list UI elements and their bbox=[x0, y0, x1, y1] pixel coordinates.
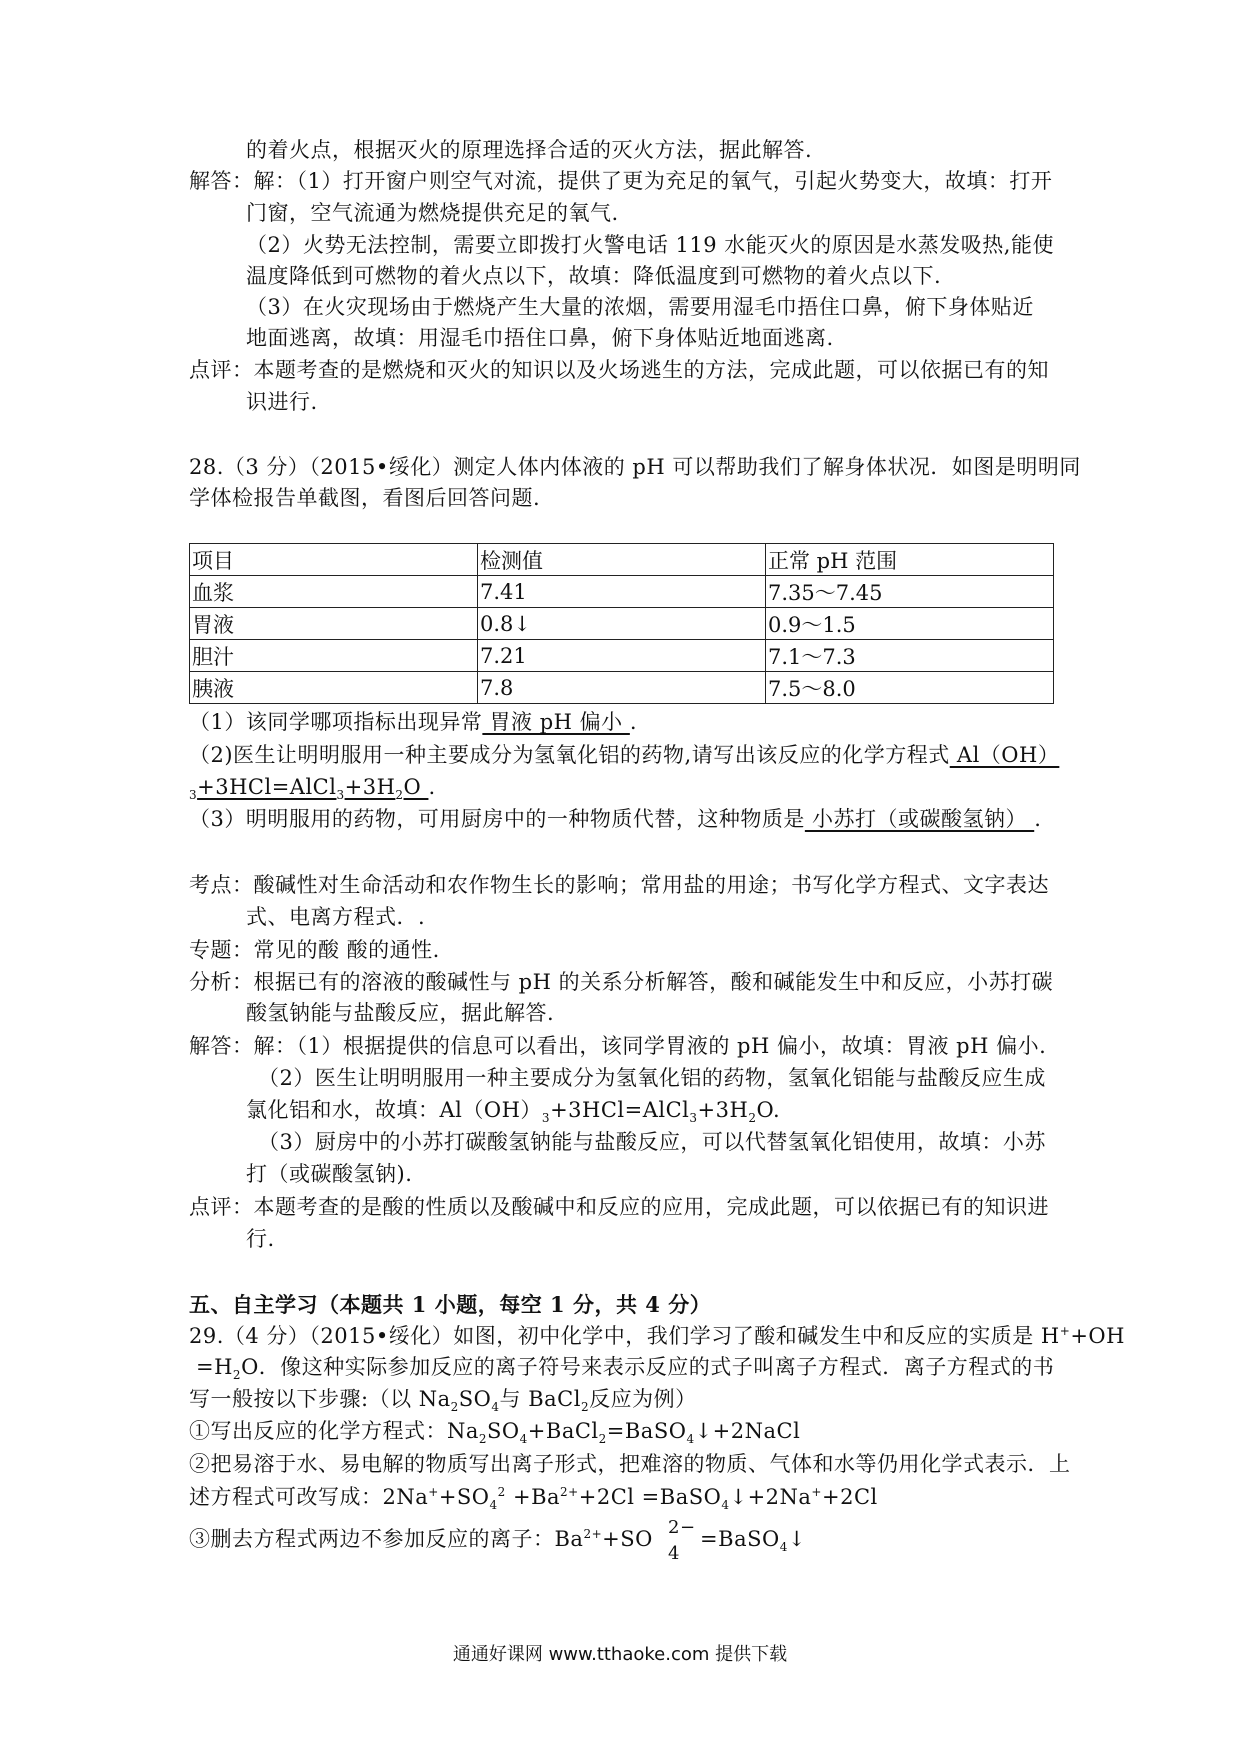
q29-line-3: 写一般按以下步骤:（以 $Na_2SO_4$与 BaCl$_2$反应为例） bbox=[189, 1387, 697, 1415]
prev-answer-line-3: （2）火势无法控制，需要立即拨打火警电话 119 水能灭火的原因是水蒸发吸热,能使 bbox=[246, 233, 1054, 257]
table-cell: 7.35～7.45 bbox=[766, 576, 1054, 608]
jieda-line-2: （2）医生让明明服用一种主要成分为氢氧化铝的药物，氢氧化铝能与盐酸反应生成 bbox=[258, 1066, 1046, 1090]
q28-sub1 bbox=[189, 709, 637, 735]
jieda-line-5: 打（或碳酸氢钠). bbox=[246, 1162, 413, 1186]
table-cell: 血浆 bbox=[190, 576, 478, 608]
fenxi-line-1: 分析：根据已有的溶液的酸碱性与 pH 的关系分析解答，酸和碱能发生中和反应，小苏打碳 bbox=[189, 970, 1054, 994]
prev-answer-line-2: 门窗，空气流通为燃烧提供充足的氧气. bbox=[246, 201, 619, 225]
prev-answer-line-1: 解答：解：（1）打开窗户则空气对流，提供了更为充足的氧气，引起火势变大，故填：打开 bbox=[189, 169, 1053, 193]
ph-report-table bbox=[189, 543, 1054, 704]
zhuanti-line: 专题：常见的酸 酸的通性. bbox=[189, 938, 440, 962]
step-3: ③删去方程式两边不参加反应的离子：$Ba^{2+}+SO$ 2− 4 =BaSO$_4$↓ bbox=[189, 1516, 806, 1564]
dianping-line-2: 行. bbox=[246, 1227, 275, 1251]
table-cell: 7.1～7.3 bbox=[766, 640, 1054, 672]
sub1-prefix: （1）该同学哪项指标出现异常 bbox=[189, 710, 483, 734]
table-cell: 7.8 bbox=[478, 672, 766, 704]
q28-sub2-line-1 bbox=[189, 742, 1059, 768]
table-row bbox=[190, 608, 1054, 640]
table-row bbox=[190, 576, 1054, 608]
table-cell: 7.21 bbox=[478, 640, 766, 672]
table-cell: 胆汁 bbox=[190, 640, 478, 672]
q28-stem-line-2: 学体检报告单截图，看图后回答问题. bbox=[189, 486, 541, 510]
dianping-line-1: 点评：本题考查的是酸的性质以及酸碱中和反应的应用，完成此题，可以依据已有的知识进 bbox=[189, 1195, 1049, 1219]
table-cell: 0.8↓ bbox=[478, 608, 766, 640]
table-header-cell: 项目 bbox=[190, 544, 478, 576]
table-row bbox=[190, 672, 1054, 704]
table-header-cell: 正常 pH 范围 bbox=[766, 544, 1054, 576]
table-cell: 7.41 bbox=[478, 576, 766, 608]
prev-comment-line-1: 点评：本题考查的是燃烧和灭火的知识以及火场逃生的方法，完成此题，可以依据已有的知 bbox=[189, 358, 1049, 382]
step-1: ①写出反应的化学方程式：$Na_2SO_4+BaCl_2=BaSO_4↓+2NaCl$ bbox=[189, 1419, 801, 1447]
step-2-line-1: ②把易溶于水、易电解的物质写出离子形式，把难溶的物质、气体和水等仍用化学式表示．上 bbox=[189, 1452, 1071, 1476]
table-header-cell: 检测值 bbox=[478, 544, 766, 576]
jieda-line-3: 氯化铝和水，故填：$Al(OH)_3+3HCl=AlCl_3+3H_2O$. bbox=[246, 1098, 781, 1126]
table-cell: 胰液 bbox=[190, 672, 478, 704]
step-2-line-2: 述方程式可改写成：$2Na^++SO_4^2 +Ba^{2+}+2Cl$ =BaSO$_4$↓+2Na++2Cl bbox=[189, 1485, 878, 1513]
prev-analysis-line: 的着火点，根据灭火的原理选择合适的灭火方法，据此解答. bbox=[246, 138, 813, 162]
q29-line-1: 29.（4 分）（2015•绥化）如图，初中化学中，我们学习了酸和碱发生中和反应的实质是 H++OH bbox=[189, 1324, 1125, 1348]
q28-sub2-line-2: $_3+3HCl=AlCl_3+3H_2O$ . bbox=[189, 775, 436, 803]
prev-comment-line-2: 识进行. bbox=[246, 390, 318, 414]
kaodian-line-2: 式、电离方程式．. bbox=[246, 905, 426, 929]
sub3-answer: 小苏打（或碳酸氢钠） bbox=[804, 807, 1035, 831]
prev-answer-line-4: 温度降低到可燃物的着火点以下，故填：降低温度到可燃物的着火点以下. bbox=[246, 264, 942, 288]
sub1-end: . bbox=[629, 710, 638, 734]
sub1-answer: 胃液 pH 偏小 bbox=[482, 710, 630, 734]
table-cell: 7.5～8.0 bbox=[766, 672, 1054, 704]
prev-answer-line-5: （3）在火灾现场由于燃烧产生大量的浓烟，需要用湿毛巾捂住口鼻，俯下身体贴近 bbox=[246, 295, 1034, 319]
kaodian-line-1: 考点：酸碱性对生命活动和农作物生长的影响；常用盐的用途；书写化学方程式、文字表达 bbox=[189, 873, 1049, 897]
sub2-prefix: （2)医生让明明服用一种主要成分为氢氧化铝的药物,请写出该反应的化学方程式 bbox=[189, 743, 950, 767]
prev-answer-line-6: 地面逃离，故填：用湿毛巾捂住口鼻，俯下身体贴近地面逃离. bbox=[246, 326, 834, 350]
sub3-end: . bbox=[1034, 807, 1042, 831]
table-header-row bbox=[190, 544, 1054, 576]
sub2-answer-a: Al（OH） bbox=[949, 743, 1060, 767]
section-heading: 五、自主学习（本题共 1 小题，每空 1 分，共 4 分） bbox=[189, 1292, 712, 1317]
jieda-line-4: （3）厨房中的小苏打碳酸氢钠能与盐酸反应，可以代替氢氧化铝使用，故填：小苏 bbox=[258, 1130, 1046, 1154]
sub2-answer-line2: $_3+3HCl=AlCl_3+3H_2O$ bbox=[189, 775, 429, 803]
table-row bbox=[190, 640, 1054, 672]
q28-stem-line-1: 28.（3 分）（2015•绥化）测定人体内体液的 pH 可以帮助我们了解身体状况．如图是明明同 bbox=[189, 455, 1081, 479]
q28-sub3 bbox=[189, 806, 1041, 832]
page-footer: 通通好课网 www.tthaoke.com 提供下载 bbox=[452, 1644, 788, 1665]
table-cell: 胃液 bbox=[190, 608, 478, 640]
jieda-line-1: 解答：解：（1）根据提供的信息可以看出，该同学胃液的 pH 偏小，故填：胃液 pH 偏小. bbox=[189, 1034, 1047, 1058]
q29-line-2: $=H_2O$．像这种实际参加反应的离子符号来表示反应的式子叫离子方程式．离子方程式的书 bbox=[196, 1355, 1055, 1383]
fenxi-line-2: 酸氢钠能与盐酸反应，据此解答. bbox=[246, 1001, 555, 1025]
sub3-prefix: （3）明明服用的药物，可用厨房中的一种物质代替，这种物质是 bbox=[189, 807, 805, 831]
table-cell: 0.9～1.5 bbox=[766, 608, 1054, 640]
